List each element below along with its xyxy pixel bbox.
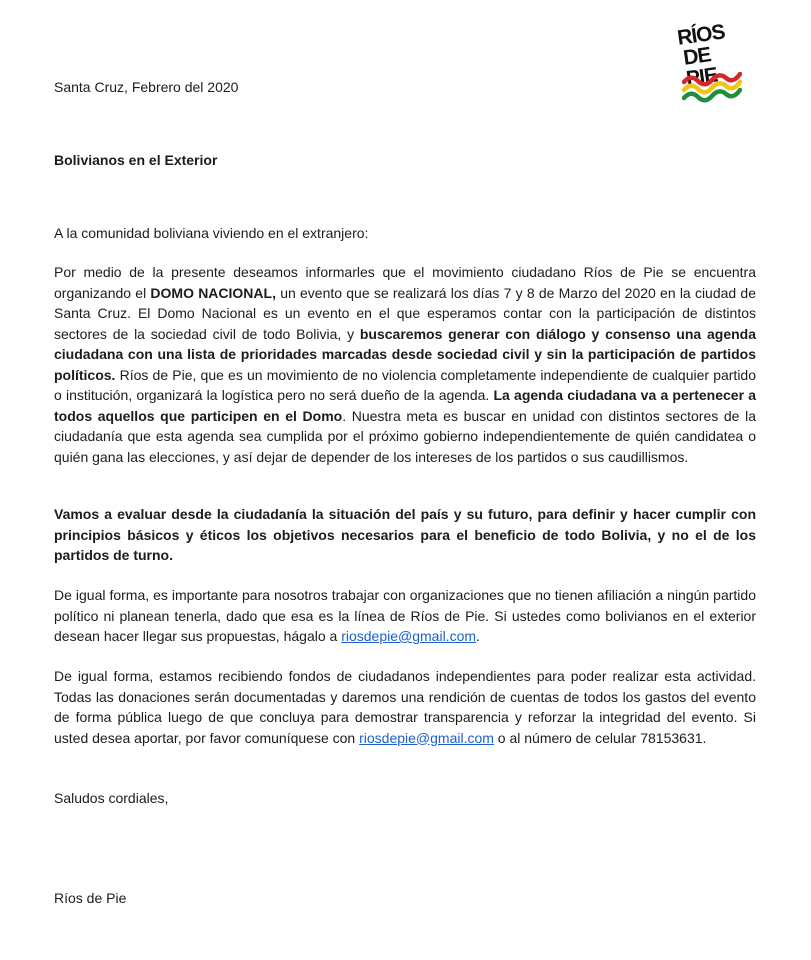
letter-salutation: A la comunidad boliviana viviendo en el extranjero:: [54, 225, 369, 241]
logo-line-1: RÍOS: [675, 20, 726, 50]
email-link-donations[interactable]: riosdepie@gmail.com: [359, 729, 494, 746]
p4-text-a: De igual forma, estamos recibiendo fondos de ciudadanos independientes para poder realizar esta actividad. Todas las donaciones serán documentadas y daremos una rendición de cuentas de todos los gastos del evento de forma pública luego de que concluya para demostrar transparencia y reforzar la integridad del evento. Si usted desea aportar, por favor comuníquese con: [54, 668, 756, 746]
p1-text-e: Ríos de Pie, que es un movimiento de no violencia completamente independiente de cualquier partido o institución, organizará la logística pero no será dueño de la agenda.: [54, 366, 756, 403]
p1-text-a: Por medio de la presente deseamos informarles que el movimiento ciudadano Ríos de Pie se encuentra organizando el: [54, 264, 756, 301]
rios-de-pie-logo: [675, 20, 744, 110]
p1-bold-domo: DOMO NACIONAL,: [150, 284, 276, 301]
p3-text-b: .: [476, 628, 480, 644]
p1-text-c: un evento que se realizará los días 7 y 8 de Marzo del 2020 en la ciudad de Santa Cruz. El Domo Nacional es un evento en el que esperamos contar con la participación de distintos sectores de la sociedad civil de todo Bolivia, y: [54, 284, 757, 342]
p4-text-b: o al número de celular 78153631.: [493, 729, 707, 746]
paragraph-domo-nacional: [54, 262, 756, 467]
letter-closing: Saludos cordiales,: [54, 790, 169, 806]
logo-waves-icon: [682, 72, 742, 108]
p1-text-g: . Nuestra meta es buscar en unidad con distintos sectores de la ciudadanía que esta agenda sea cumplida por el próximo gobierno independientemente de quién candidatea o quién gana las elecciones, y así dejar de depender de los intereses de los partidos o sus caudillismos.: [54, 407, 756, 465]
paragraph-organizaciones: [54, 585, 756, 647]
paragraph-evaluar: Vamos a evaluar desde la ciudadanía la situación del país y su futuro, para definir y hacer cumplir con principios básicos y éticos los objetivos necesarios para el beneficio de todo Bolivia, y no el de los partidos de turno.: [54, 506, 756, 563]
letter-date: Santa Cruz, Febrero del 2020: [54, 79, 239, 95]
letter-signature: Ríos de Pie: [54, 890, 127, 906]
p1-bold-agenda: buscaremos generar con diálogo y consenso una agenda ciudadana con una lista de prioridades marcadas desde sociedad civil y sin la participación de partidos políticos.: [54, 325, 756, 383]
paragraph-fondos: [54, 666, 756, 748]
logo-line-2: DE PIE: [681, 43, 719, 91]
email-link[interactable]: riosdepie@gmail.com: [341, 628, 477, 644]
p3-text-a: De igual forma, es importante para nosotros trabajar con organizaciones que no tienen afiliación a ningún partido político ni planean tenerla, dado que esa es la línea de Ríos de Pie. Si ustedes como bolivianos en el exterior desean hacer llegar sus propuestas, hágalo a: [54, 587, 756, 644]
letter-heading: Bolivianos en el Exterior: [54, 152, 218, 168]
p1-bold-pertenecer: La agenda ciudadana va a pertenecer a todos aquellos que participen en el Domo: [54, 387, 756, 424]
